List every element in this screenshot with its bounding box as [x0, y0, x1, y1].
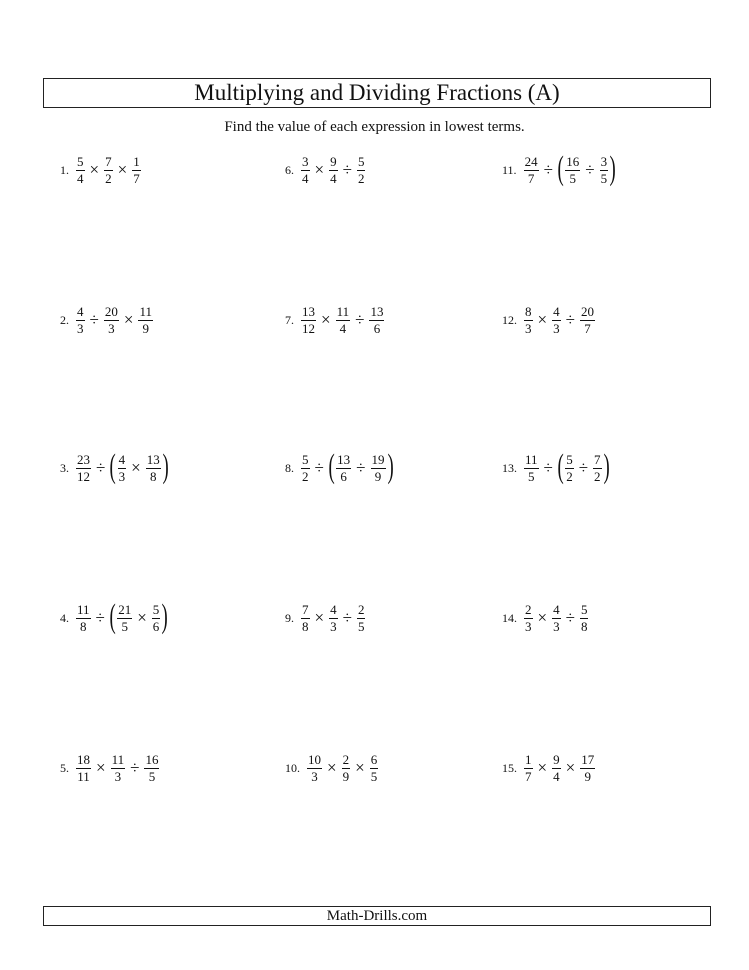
- divide-sign: ÷: [543, 160, 553, 179]
- multiply-sign: ×: [96, 758, 106, 777]
- denominator: 3: [330, 618, 337, 634]
- fraction: [336, 305, 351, 336]
- numerator: 21: [118, 601, 132, 617]
- fraction: [524, 753, 533, 784]
- denominator: 7: [584, 320, 591, 336]
- problem-number: 11.: [502, 162, 517, 177]
- numerator: 16: [145, 751, 159, 767]
- fraction: [301, 453, 310, 484]
- numerator: 3: [600, 153, 608, 169]
- problem-number: 15.: [502, 760, 517, 775]
- numerator: 20: [104, 303, 118, 319]
- multiply-sign: ×: [131, 458, 141, 477]
- multiply-sign: ×: [89, 160, 100, 179]
- numerator: 9: [330, 153, 337, 169]
- denominator: 3: [525, 618, 532, 634]
- denominator: 2: [566, 468, 573, 484]
- problem-4: [60, 598, 169, 638]
- denominator: 4: [339, 320, 347, 336]
- fraction: [104, 155, 113, 186]
- close-paren: ): [603, 448, 610, 485]
- numerator: 16: [566, 153, 580, 169]
- fraction: [76, 753, 91, 784]
- fraction: [565, 453, 574, 484]
- fraction: [329, 603, 338, 634]
- denominator: 6: [340, 468, 347, 484]
- fraction: [552, 603, 561, 634]
- close-paren: ): [609, 150, 616, 187]
- fraction: [144, 753, 159, 784]
- fraction: [552, 753, 561, 784]
- denominator: 4: [553, 768, 560, 784]
- instructions: Find the value of each expression in lowest terms.: [224, 119, 525, 135]
- fraction: [524, 305, 533, 336]
- denominator: 3: [553, 618, 560, 634]
- problem-12: [502, 300, 596, 340]
- denominator: 2: [594, 468, 601, 484]
- divide-sign: ÷: [585, 160, 595, 179]
- numerator: 13: [146, 451, 160, 467]
- problem-number: 13.: [502, 460, 517, 475]
- fraction: [118, 453, 127, 484]
- denominator: 5: [528, 468, 535, 484]
- denominator: 6: [152, 618, 160, 634]
- worksheet-title: [43, 78, 711, 108]
- denominator: 9: [374, 468, 382, 484]
- denominator: 2: [105, 170, 112, 186]
- fraction: [301, 155, 310, 186]
- fraction: [600, 155, 609, 186]
- fraction: [552, 305, 561, 336]
- multiply-sign: ×: [537, 310, 548, 329]
- fraction: [146, 453, 161, 484]
- denominator: 3: [108, 320, 115, 336]
- footer-text: Math-Drills.com: [326, 907, 428, 924]
- multiply-sign: ×: [314, 608, 325, 627]
- fraction: [524, 603, 533, 634]
- numerator: 11: [336, 303, 350, 319]
- problem-14: [502, 598, 589, 638]
- problem-7: [285, 300, 385, 340]
- denominator: 6: [373, 320, 381, 336]
- denominator: 9: [142, 320, 149, 336]
- divide-sign: ÷: [543, 458, 553, 477]
- numerator: 20: [580, 303, 594, 319]
- fraction: [111, 753, 126, 784]
- problem-13: [502, 448, 610, 488]
- denominator: 2: [357, 170, 365, 186]
- denominator: 3: [77, 320, 84, 336]
- fraction: [76, 603, 91, 634]
- multiply-sign: ×: [355, 758, 365, 777]
- numerator: 5: [357, 153, 365, 169]
- multiply-sign: ×: [327, 758, 337, 777]
- close-paren: ): [387, 448, 394, 485]
- denominator: 5: [600, 170, 608, 186]
- denominator: 5: [357, 618, 365, 634]
- problem-10: [285, 748, 379, 788]
- open-paren: (: [109, 448, 117, 485]
- numerator: 6: [370, 751, 378, 767]
- problem-8: [285, 448, 394, 488]
- worksheet-title-text: Multiplying and Dividing Fractions (A): [194, 80, 560, 105]
- denominator: 4: [77, 170, 84, 186]
- numerator: 18: [77, 751, 90, 767]
- multiply-sign: ×: [123, 310, 134, 329]
- denominator: 5: [569, 170, 576, 186]
- numerator: 2: [342, 751, 350, 767]
- denominator: 5: [148, 768, 156, 784]
- footer: [43, 906, 711, 926]
- problem-number: 2.: [60, 312, 69, 327]
- numerator: 19: [371, 451, 385, 467]
- divide-sign: ÷: [342, 608, 352, 627]
- problem-number: 5.: [60, 760, 69, 775]
- fraction: [524, 155, 539, 186]
- problem-11: [502, 150, 616, 190]
- numerator: 5: [580, 601, 588, 617]
- fraction: [329, 155, 338, 186]
- problem-number: 4.: [60, 610, 69, 625]
- denominator: 9: [342, 768, 350, 784]
- numerator: 24: [524, 153, 538, 169]
- denominator: 3: [118, 468, 126, 484]
- problem-number: 1.: [60, 162, 69, 177]
- divide-sign: ÷: [355, 310, 365, 329]
- numerator: 3: [302, 153, 309, 169]
- problem-number: 10.: [285, 760, 300, 775]
- multiply-sign: ×: [314, 160, 325, 179]
- denominator: 2: [302, 468, 309, 484]
- open-paren: (: [109, 598, 116, 635]
- numerator: 7: [302, 601, 309, 617]
- denominator: 9: [584, 768, 591, 784]
- divide-sign: ÷: [314, 458, 324, 477]
- problem-15: [502, 748, 596, 788]
- divide-sign: ÷: [130, 758, 140, 777]
- numerator: 4: [118, 451, 126, 467]
- numerator: 13: [370, 303, 384, 319]
- denominator: 5: [370, 768, 378, 784]
- numerator: 5: [152, 601, 160, 617]
- numerator: 7: [594, 451, 601, 467]
- problem-9: [285, 598, 366, 638]
- numerator: 23: [77, 451, 90, 467]
- fraction: [301, 603, 310, 634]
- numerator: 11: [77, 601, 90, 617]
- numerator: 2: [525, 601, 532, 617]
- close-paren: ): [162, 448, 169, 485]
- problem-2: [60, 300, 154, 340]
- numerator: 2: [357, 601, 365, 617]
- open-paren: (: [557, 448, 564, 485]
- problem-number: 9.: [285, 610, 294, 625]
- fraction: [104, 305, 119, 336]
- denominator: 12: [77, 468, 90, 484]
- open-paren: (: [557, 150, 564, 187]
- divide-sign: ÷: [565, 608, 575, 627]
- numerator: 4: [77, 303, 84, 319]
- fraction: [76, 155, 85, 186]
- numerator: 4: [553, 303, 560, 319]
- divide-sign: ÷: [95, 608, 105, 627]
- multiply-sign: ×: [565, 758, 576, 777]
- multiply-sign: ×: [137, 608, 147, 627]
- problem-number: 6.: [285, 162, 294, 177]
- problem-number: 8.: [285, 460, 294, 475]
- numerator: 1: [133, 153, 140, 169]
- problem-6: [285, 150, 366, 190]
- numerator: 1: [525, 751, 532, 767]
- fraction: [307, 753, 322, 784]
- close-paren: ): [161, 598, 169, 635]
- problem-1: [60, 150, 142, 190]
- numerator: 5: [77, 153, 84, 169]
- fraction: [357, 155, 366, 186]
- fraction: [565, 155, 580, 186]
- denominator: 3: [553, 320, 560, 336]
- numerator: 4: [330, 601, 337, 617]
- denominator: 7: [525, 768, 532, 784]
- numerator: 5: [566, 451, 573, 467]
- open-paren: (: [328, 448, 335, 485]
- denominator: 4: [330, 170, 337, 186]
- denominator: 8: [150, 468, 157, 484]
- numerator: 11: [111, 751, 125, 767]
- denominator: 8: [80, 618, 87, 634]
- fraction: [369, 305, 384, 336]
- denominator: 3: [525, 320, 532, 336]
- numerator: 4: [553, 601, 560, 617]
- denominator: 3: [311, 768, 318, 784]
- numerator: 10: [308, 751, 321, 767]
- fraction: [342, 753, 351, 784]
- fraction: [132, 155, 141, 186]
- denominator: 4: [302, 170, 309, 186]
- fraction: [117, 603, 132, 634]
- fraction: [152, 603, 161, 634]
- numerator: 11: [525, 451, 538, 467]
- denominator: 11: [77, 768, 90, 784]
- fraction: [370, 753, 379, 784]
- denominator: 8: [580, 618, 588, 634]
- denominator: 8: [302, 618, 309, 634]
- multiply-sign: ×: [537, 608, 548, 627]
- problem-number: 12.: [502, 312, 517, 327]
- numerator: 7: [105, 153, 112, 169]
- multiply-sign: ×: [117, 160, 128, 179]
- numerator: 13: [337, 451, 351, 467]
- problem-number: 7.: [285, 312, 294, 327]
- fraction: [524, 453, 539, 484]
- denominator: 3: [114, 768, 122, 784]
- numerator: 11: [139, 303, 152, 319]
- problem-number: 14.: [502, 610, 517, 625]
- fraction: [580, 305, 595, 336]
- divide-sign: ÷: [565, 310, 575, 329]
- fraction: [580, 603, 589, 634]
- fraction: [593, 453, 602, 484]
- numerator: 8: [525, 303, 532, 319]
- fraction: [371, 453, 386, 484]
- divide-sign: ÷: [578, 458, 589, 477]
- problem-5: [60, 748, 160, 788]
- denominator: 7: [527, 170, 535, 186]
- problem-3: [60, 448, 169, 488]
- numerator: 13: [302, 303, 315, 319]
- multiply-sign: ×: [537, 758, 548, 777]
- fraction: [76, 305, 85, 336]
- fraction: [336, 453, 351, 484]
- fraction: [580, 753, 595, 784]
- multiply-sign: ×: [321, 310, 331, 329]
- fraction: [357, 603, 366, 634]
- numerator: 9: [553, 751, 560, 767]
- divide-sign: ÷: [96, 458, 106, 477]
- problem-number: 3.: [60, 460, 69, 475]
- fraction: [76, 453, 91, 484]
- divide-sign: ÷: [342, 160, 352, 179]
- fraction: [138, 305, 153, 336]
- denominator: 5: [121, 618, 128, 634]
- divide-sign: ÷: [89, 310, 99, 329]
- denominator: 12: [302, 320, 315, 336]
- fraction: [301, 305, 316, 336]
- numerator: 17: [581, 751, 595, 767]
- numerator: 5: [302, 451, 309, 467]
- denominator: 7: [133, 170, 140, 186]
- divide-sign: ÷: [356, 458, 366, 477]
